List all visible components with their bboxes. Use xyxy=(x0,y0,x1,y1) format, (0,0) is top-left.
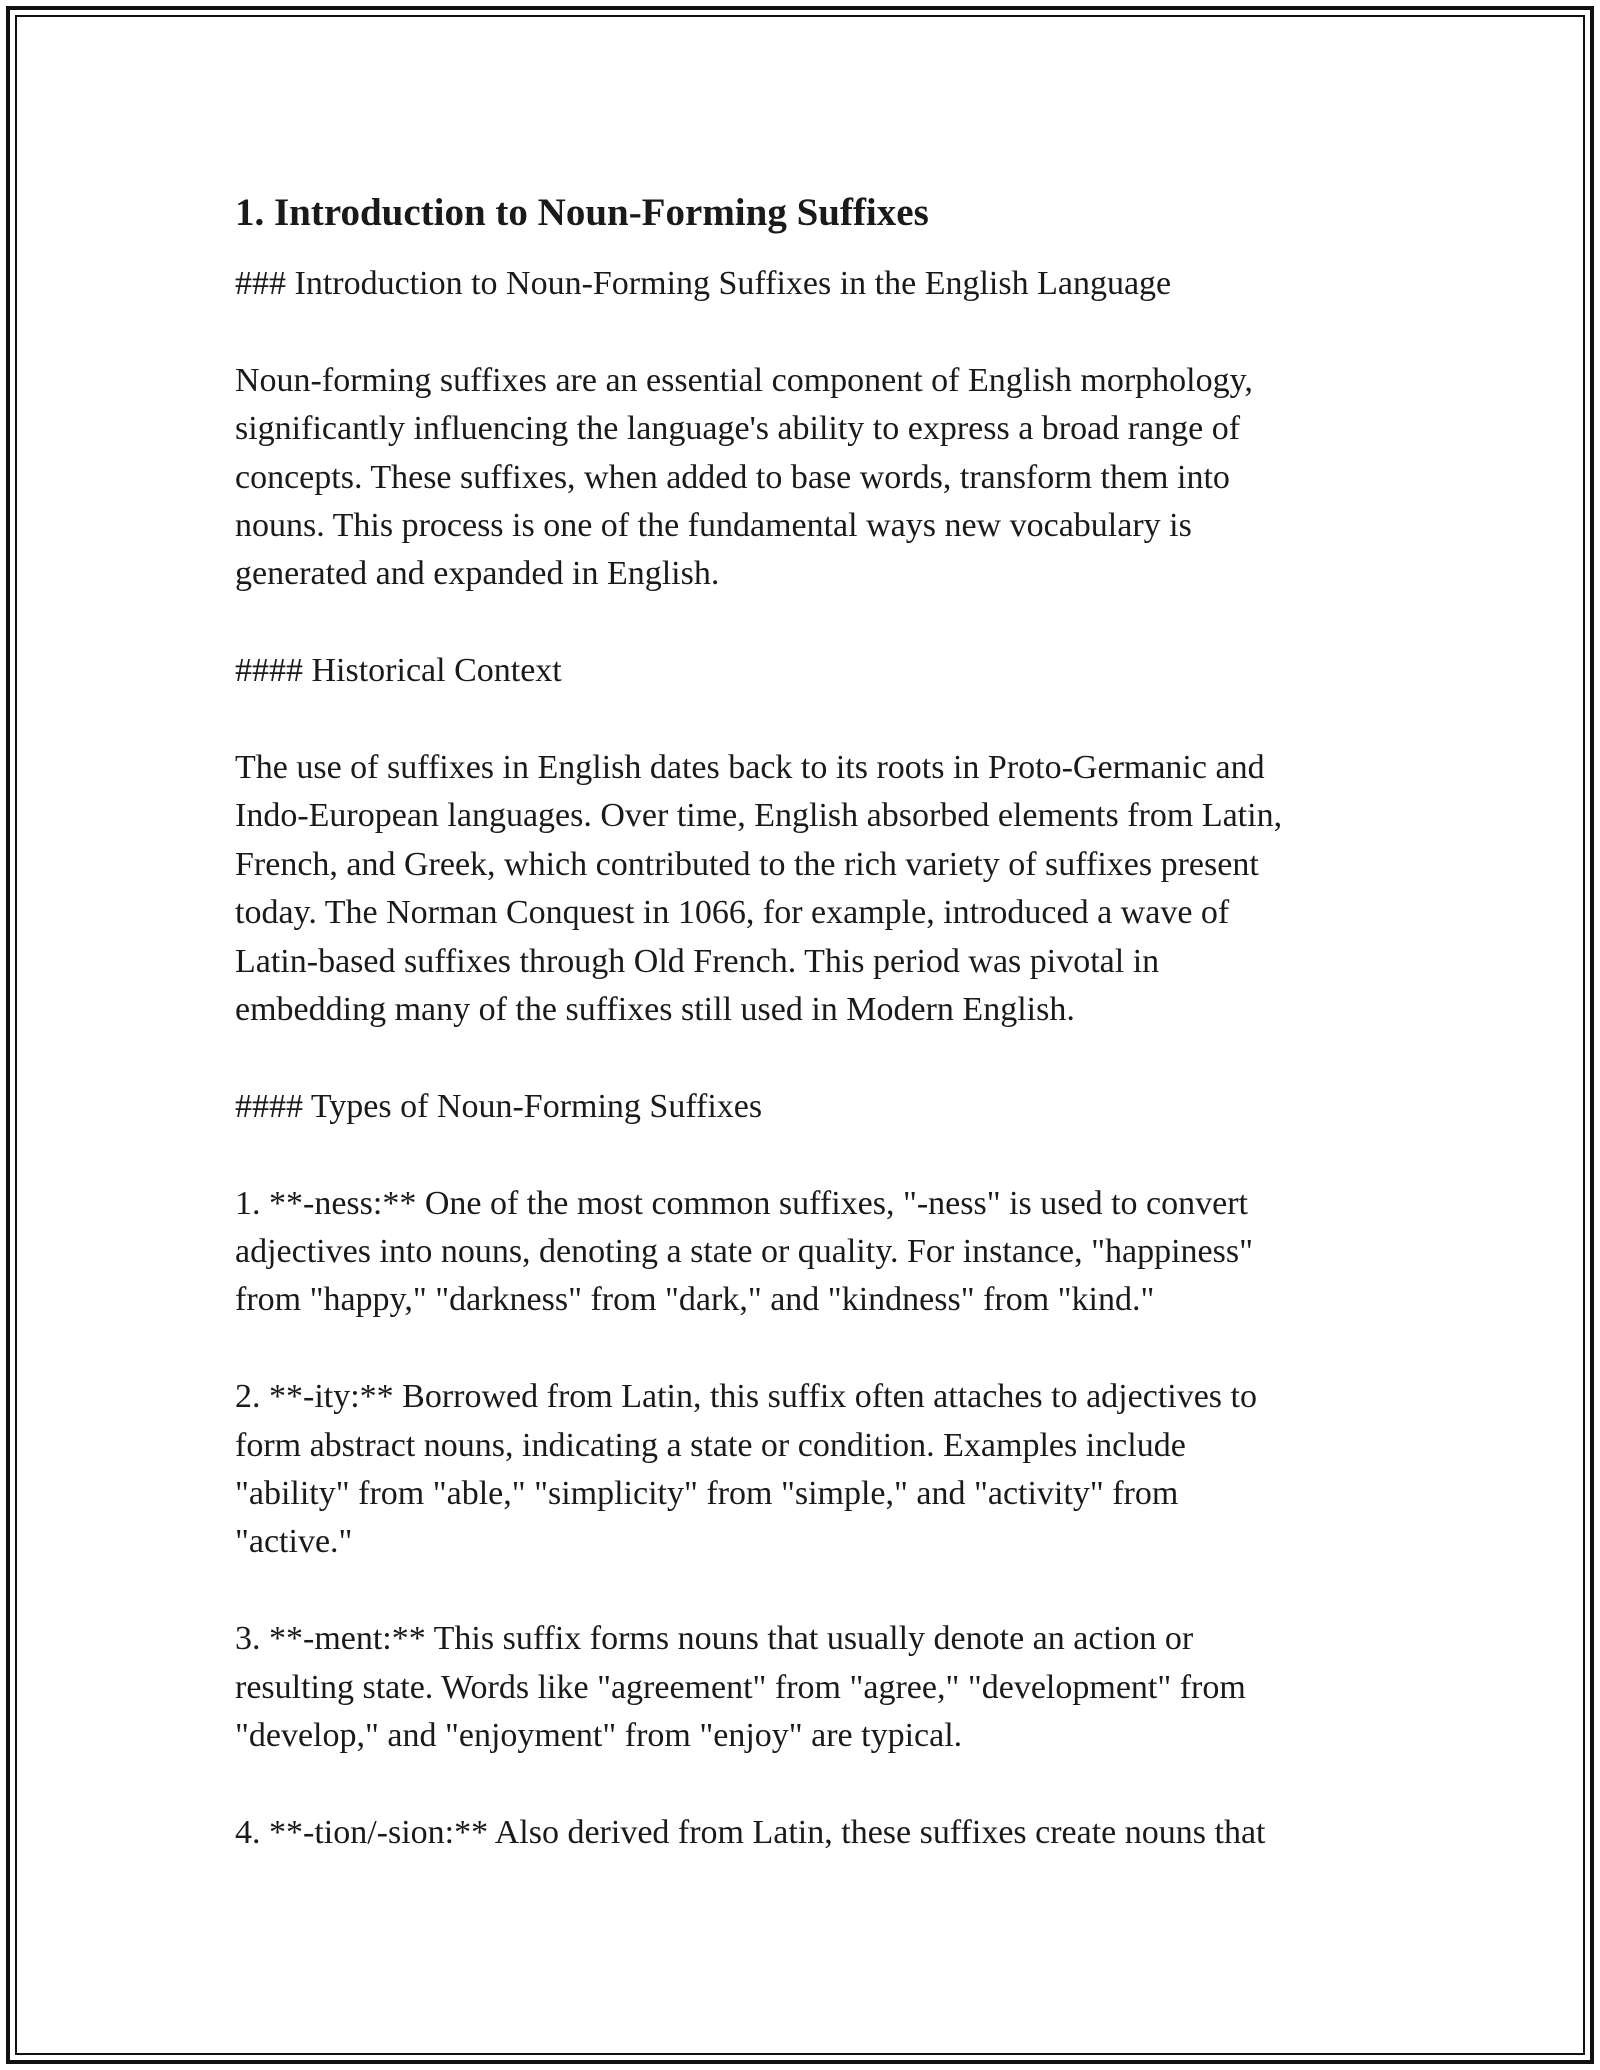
list-item-ness xyxy=(235,1180,1385,1325)
text-line: concepts. These suffixes, when added to base words, transform them into xyxy=(235,458,1230,496)
text-line: adjectives into nouns, denoting a state or quality. For instance, "happiness" xyxy=(235,1233,1253,1271)
text-line: Latin-based suffixes through Old French. This period was pivotal in xyxy=(235,942,1160,980)
types-heading xyxy=(235,1083,1385,1131)
historical-context-heading xyxy=(235,647,1385,695)
text-line: French, and Greek, which contributed to the rich variety of suffixes present xyxy=(235,845,1259,883)
text-line: resulting state. Words like "agreement" from "agree," "development" from xyxy=(235,1668,1246,1706)
text-line: Indo-European languages. Over time, English absorbed elements from Latin, xyxy=(235,797,1283,835)
text-line: embedding many of the suffixes still used in Modern English. xyxy=(235,991,1075,1029)
text-line: today. The Norman Conquest in 1066, for example, introduced a wave of xyxy=(235,894,1230,932)
text-line: generated and expanded in English. xyxy=(235,555,720,593)
text-line: significantly influencing the language's ability to express a broad range of xyxy=(235,410,1241,448)
text-line: 3. **-ment:** This suffix forms nouns that usually denote an action or xyxy=(235,1620,1194,1658)
text-line: 2. **-ity:** Borrowed from Latin, this suffix often attaches to adjectives to xyxy=(235,1378,1257,1416)
text-line: from "happy," "darkness" from "dark," and "kindness" from "kind." xyxy=(235,1281,1155,1319)
document-body xyxy=(235,186,1385,1857)
text-line: Noun-forming suffixes are an essential component of English morphology, xyxy=(235,361,1253,399)
text-line: 4. **-tion/-sion:** Also derived from Latin, these suffixes create nouns that xyxy=(235,1813,1266,1851)
list-item-tion-sion xyxy=(235,1809,1385,1857)
text-line: form abstract nouns, indicating a state or condition. Examples include xyxy=(235,1426,1186,1464)
list-item-ment xyxy=(235,1615,1385,1760)
heading-text: #### Historical Context xyxy=(235,652,562,690)
list-item-ity xyxy=(235,1373,1385,1567)
page-title: 1. Introduction to Noun-Forming Suffixes xyxy=(235,191,929,234)
text-line: 1. **-ness:** One of the most common suffixes, "-ness" is used to convert xyxy=(235,1184,1248,1222)
historical-paragraph xyxy=(235,744,1385,1034)
text-line: "develop," and "enjoyment" from "enjoy" are typical. xyxy=(235,1717,963,1755)
text-line: "ability" from "able," "simplicity" from "simple," and "activity" from xyxy=(235,1475,1179,1513)
heading-text: #### Types of Noun-Forming Suffixes xyxy=(235,1087,763,1125)
section-subheading: ### Introduction to Noun-Forming Suffixes in the English Language xyxy=(235,265,1172,302)
text-line: nouns. This process is one of the fundamental ways new vocabulary is xyxy=(235,507,1192,545)
intro-paragraph xyxy=(235,357,1385,599)
text-line: "active." xyxy=(235,1523,353,1561)
text-line: The use of suffixes in English dates back to its roots in Proto-Germanic and xyxy=(235,749,1265,787)
